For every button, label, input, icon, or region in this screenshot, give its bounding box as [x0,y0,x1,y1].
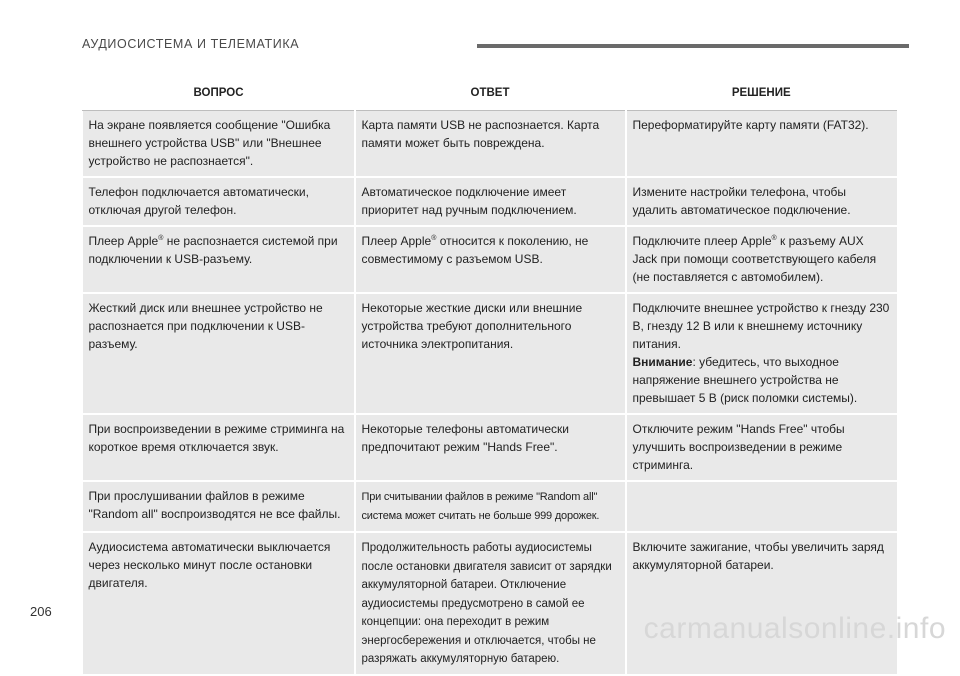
table-row [83,177,897,226]
solution-text-pre: Подключите плеер Apple [632,234,772,248]
answer-text: При считывании файлов в режиме "Random all" система может считать не больше 999 дорожек. [361,491,600,522]
column-header-question: ВОПРОС [83,76,355,111]
table-row [83,293,897,414]
table-row [83,481,897,532]
solution-text-post: к разъему AUX Jack при помощи соответствующего кабеля (не поставляется с автомобилем). [632,234,877,284]
question-cell: На экране появляется сообщение "Ошибка внешнего устройства USB" или "Внешнее устройство не распознается". [83,111,355,178]
question-cell: Аудиосистема автоматически выключается через несколько минут после остановки двигателя. [83,532,355,675]
warning-label: Внимание [632,355,693,369]
answer-cell [355,226,626,293]
answer-text-post: относится к поколению, не совместимому с разъемом USB. [361,234,589,266]
solution-cell: Включите зажигание, чтобы увеличить заряд аккумуляторной батареи. [626,532,897,675]
watermark: carmanualsonline.info [643,612,946,645]
solution-cell [626,481,897,532]
solution-cell: Переформатируйте карту памяти (FAT32). [626,111,897,178]
answer-text-pre: Плеер Apple [361,234,432,248]
table-row [83,414,897,481]
column-header-solution: РЕШЕНИЕ [626,76,897,111]
question-cell: Жесткий диск или внешнее устройство не распознается при подключении к USB-разъему. [83,293,355,414]
table-row [83,226,897,293]
solution-cell [626,226,897,293]
question-cell: Телефон подключается автоматически, отключая другой телефон. [83,177,355,226]
section-title: АУДИОСИСТЕМА И ТЕЛЕМАТИКА [82,37,300,51]
table-header-row [83,76,897,111]
question-text-post: не распознается системой при подключении к USB-разъему. [88,234,338,266]
header-rule [477,44,909,48]
faq-table [82,76,897,676]
solution-cell: Измените настройки телефона, чтобы удалить автоматическое подключение. [626,177,897,226]
registered-mark: ® [431,235,437,242]
warning-text: : убедитесь, что выходное напряжение внешнего устройства не превышает 5 В (риск поломки системы). [632,355,858,405]
question-cell: При прослушивании файлов в режиме "Random all" воспроизводятся не все файлы. [83,481,355,532]
answer-text: Продолжительность работы аудиосистемы после остановки двигателя зависит от зарядки аккумуляторной батареи. Отключение аудиосистемы предусмотрено в самой ее концепции: она переходит в режим энергосбережения и отключается, чтобы не разряжать аккумуляторную батарею. [361,542,612,665]
answer-cell: Карта памяти USB не распознается. Карта памяти может быть повреждена. [355,111,626,178]
question-cell [83,226,355,293]
question-cell: При воспроизведении в режиме стриминга на короткое время отключается звук. [83,414,355,481]
solution-text: Подключите внешнее устройство к гнезду 230 В, гнезду 12 В или к внешнему источнику питания. [632,301,890,351]
answer-cell [355,532,626,675]
question-text-pre: Плеер Apple [88,234,159,248]
answer-cell [355,481,626,532]
solution-cell: Отключите режим "Hands Free" чтобы улучшить воспроизведении в режиме стриминга. [626,414,897,481]
answer-cell: Автоматическое подключение имеет приоритет над ручным подключением. [355,177,626,226]
registered-mark: ® [771,235,777,242]
answer-cell: Некоторые телефоны автоматически предпочитают режим "Hands Free". [355,414,626,481]
registered-mark: ® [158,235,164,242]
column-header-answer: ОТВЕТ [355,76,626,111]
table-row [83,111,897,178]
page-number: 206 [30,604,52,619]
answer-cell: Некоторые жесткие диски или внешние устройства требуют дополнительного источника электропитания. [355,293,626,414]
table-row [83,532,897,675]
solution-cell [626,293,897,414]
